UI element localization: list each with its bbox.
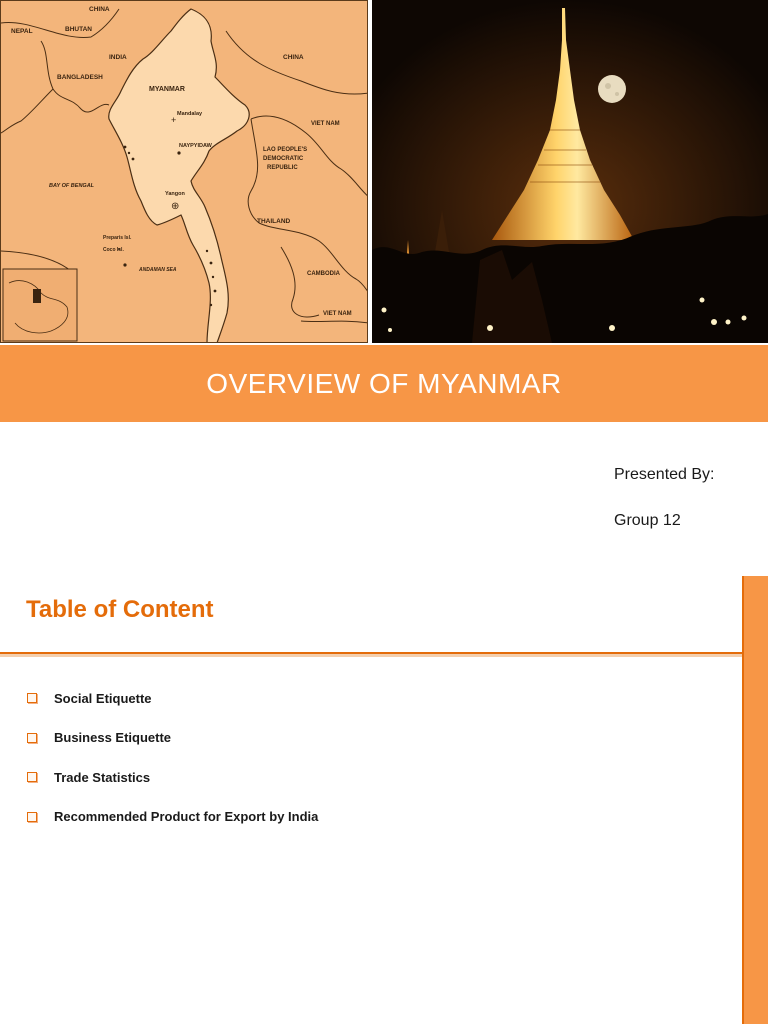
toc-item-social-etiquette [27, 689, 318, 707]
map-label-yangon: Yangon [165, 191, 185, 197]
map-label-nepal: NEPAL [11, 28, 33, 35]
map-label-bay-of-bengal: BAY OF BENGAL [49, 183, 95, 189]
toc-item-label: Social Etiquette [54, 690, 152, 706]
accent-sidebar [742, 576, 768, 1024]
myanmar-map [0, 0, 368, 343]
checkbox-bullet-icon [27, 772, 37, 782]
map-label-india: INDIA [109, 54, 127, 61]
checkbox-bullet-icon [27, 812, 37, 822]
checkbox-bullet-icon [27, 693, 37, 703]
map-label-myanmar: MYANMAR [149, 86, 185, 93]
toc-item-trade-statistics [27, 768, 318, 786]
pagoda-graphic [372, 0, 768, 343]
checkbox-bullet-icon [27, 733, 37, 743]
map-label-china-north: CHINA [89, 6, 110, 13]
map-label-bangladesh: BANGLADESH [57, 74, 103, 81]
map-label-preparis: Preparis Isl. [103, 235, 132, 241]
toc-item-label: Business Etiquette [54, 730, 172, 745]
toc-heading: Table of Content [26, 596, 214, 623]
map-label-laos-2: DEMOCRATIC [263, 156, 304, 162]
map-label-naypyidaw: NAYPYIDAW [179, 143, 212, 149]
map-label-mandalay: Mandalay [177, 111, 203, 117]
group-label: Group 12 [614, 512, 681, 529]
heading-divider-shadow [0, 654, 742, 657]
toc-item-label: Trade Statistics [54, 769, 151, 785]
presenter-block [614, 466, 715, 535]
map-label-laos-3: REPUBLIC [267, 165, 298, 171]
moon-icon [598, 75, 626, 103]
svg-text:+: + [171, 115, 177, 125]
svg-text:⊕: ⊕ [171, 201, 180, 212]
table-of-content-slide [0, 576, 768, 1024]
map-label-cambodia: CAMBODIA [307, 271, 340, 277]
map-label-laos-1: LAO PEOPLE'S [263, 147, 308, 153]
toc-item-label: Recommended Product for Export by India [54, 809, 319, 824]
map-label-coco: Coco Isl. [103, 247, 124, 253]
map-label-vietnam-north: VIET NAM [311, 121, 340, 127]
slide-title: OVERVIEW OF MYANMAR [206, 367, 562, 399]
map-label-andaman-sea: ANDAMAN SEA [139, 267, 177, 273]
map-label-bhutan: BHUTAN [65, 26, 92, 33]
title-banner [0, 345, 768, 422]
pagoda-photo [372, 0, 768, 343]
toc-item-business-etiquette [27, 729, 318, 747]
map-label-thailand: THAILAND [257, 218, 291, 225]
presented-by-label: Presented By: [614, 466, 715, 483]
map-label-china: CHINA [283, 54, 304, 61]
map-label-vietnam-south: VIET NAM [323, 311, 352, 317]
toc-item-recommended-product [27, 808, 318, 826]
map-graphic [1, 1, 368, 343]
toc-list [27, 689, 318, 847]
